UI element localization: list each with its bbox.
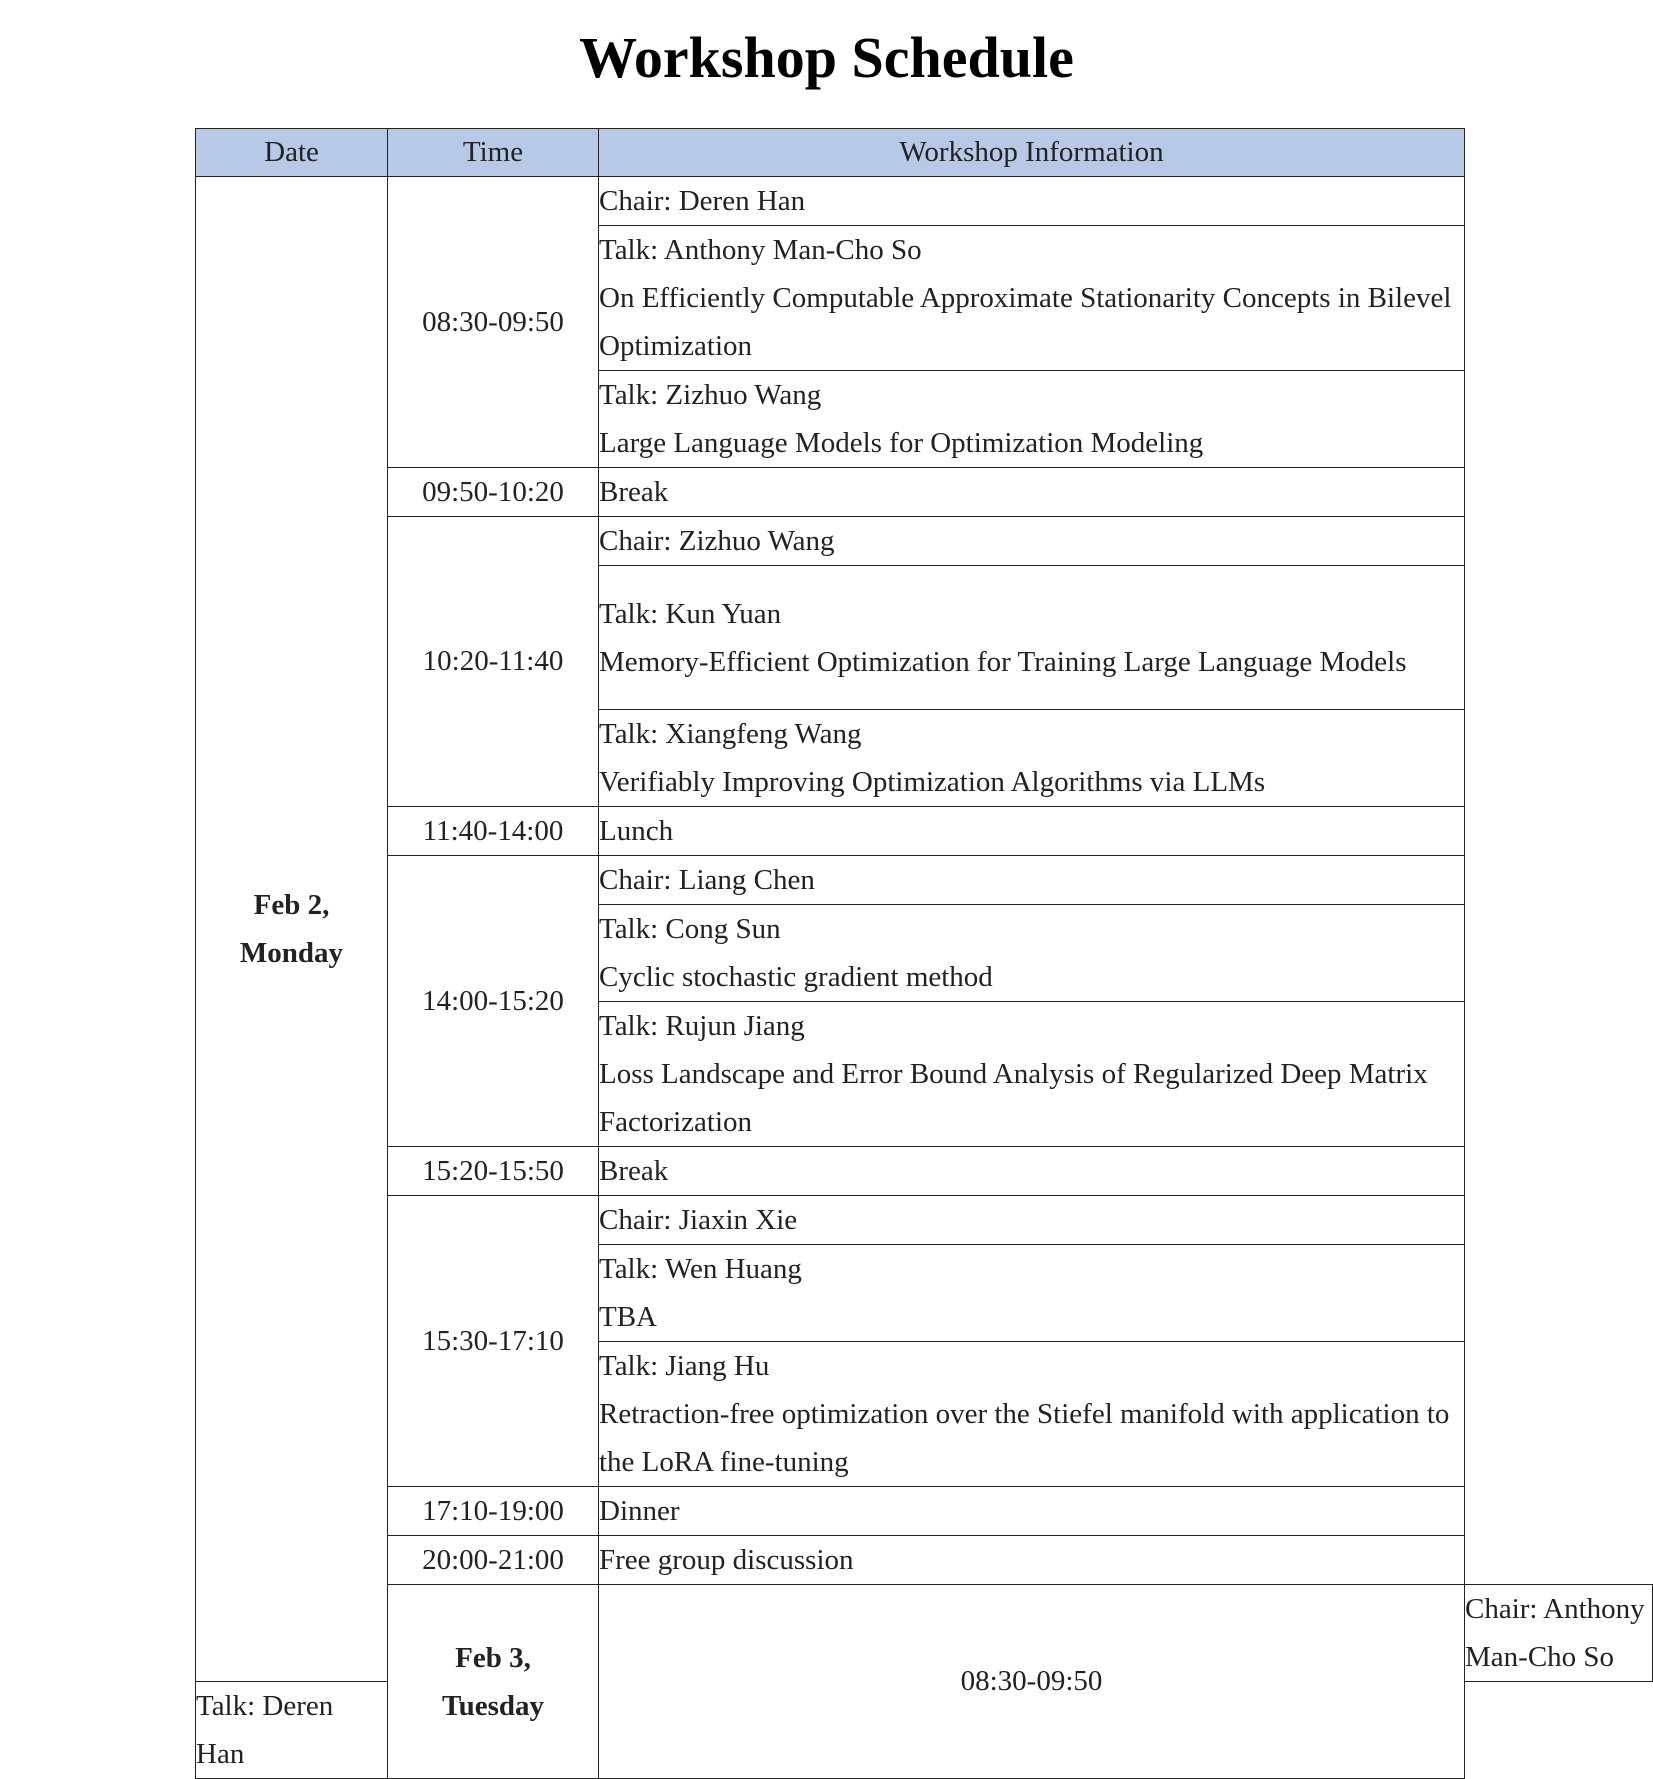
table-row [196,1196,1653,1245]
table-row [196,177,1653,226]
table-row [196,1147,1653,1196]
time-cell: 08:30-09:50 [599,1585,1465,1779]
talk-cell [599,905,1465,1002]
talk-speaker: Talk: Wen Huang [599,1253,802,1285]
page-title: Workshop Schedule [579,25,1074,90]
date-day1-line1: Feb 2, [253,889,330,921]
time-cell: 09:50-10:20 [388,468,599,517]
talk-title: Memory-Efficient Optimization for Training Large Language Models [599,645,1407,678]
talk-title: Cyclic stochastic gradient method [599,961,993,993]
talk-cell: Talk: Deren Han [196,1682,388,1779]
dinner-cell: Dinner [599,1487,1465,1536]
talk-title: On Efficiently Computable Approximate Stationarity Concepts in Bilevel Optimization [599,282,1452,362]
talk-title: Retraction-free optimization over the Stiefel manifold with application to the LoRA fine-tuning [599,1398,1450,1478]
talk-speaker: Talk: Cong Sun [599,913,781,945]
time-cell: 14:00-15:20 [388,856,599,1147]
chair-cell: Chair: Deren Han [599,177,1465,226]
talk-cell [599,710,1465,807]
discussion-cell: Free group discussion [599,1536,1465,1585]
table-row [196,517,1653,566]
talk-speaker: Talk: Rujun Jiang [599,1010,805,1042]
talk-speaker: Talk: Zizhuo Wang [599,379,822,411]
talk-cell [599,226,1465,371]
talk-cell [599,1245,1465,1342]
lunch-cell: Lunch [599,807,1465,856]
talk-title: Verifiably Improving Optimization Algorithms via LLMs [599,766,1266,798]
talk-title: Loss Landscape and Error Bound Analysis of Regularized Deep Matrix Factorization [599,1058,1428,1138]
chair-cell: Chair: Jiaxin Xie [599,1196,1465,1245]
chair-cell: Chair: Anthony Man-Cho So [1465,1585,1653,1682]
time-cell: 08:30-09:50 [388,177,599,468]
date-day2-line1: Feb 3, [455,1641,531,1674]
table-row [196,1585,1653,1682]
header-info: Workshop Information [599,129,1465,177]
talk-cell [599,566,1465,710]
schedule-table [195,128,1653,1779]
talk-speaker: Talk: Anthony Man-Cho So [599,234,922,266]
date-cell-day2 [388,1585,599,1779]
talk-title: TBA [599,1301,657,1333]
talk-speaker: Talk: Jiang Hu [599,1350,770,1382]
table-row [196,468,1653,517]
break-cell: Break [599,468,1465,517]
time-cell: 10:20-11:40 [388,517,599,807]
table-row [196,1487,1653,1536]
time-cell: 15:30-17:10 [388,1196,599,1487]
talk-speaker: Talk: Kun Yuan [599,597,782,630]
table-row [196,856,1653,905]
chair-cell: Chair: Zizhuo Wang [599,517,1465,566]
time-cell: 17:10-19:00 [388,1487,599,1536]
chair-cell: Chair: Liang Chen [599,856,1465,905]
talk-cell [599,371,1465,468]
header-time: Time [388,129,599,177]
time-cell: 20:00-21:00 [388,1536,599,1585]
talk-cell [599,1342,1465,1487]
date-day2-line2: Tuesday [441,1689,545,1722]
talk-title: Large Language Models for Optimization Modeling [599,427,1204,459]
header-date: Date [196,129,388,177]
talk-cell [599,1002,1465,1147]
table-row [196,1536,1653,1585]
time-cell: 15:20-15:50 [388,1147,599,1196]
date-cell-day1 [196,177,388,1682]
date-day1-line2: Monday [239,937,344,969]
talk-speaker: Talk: Xiangfeng Wang [599,718,862,750]
break-cell: Break [599,1147,1465,1196]
table-row [196,807,1653,856]
time-cell: 11:40-14:00 [388,807,599,856]
header-row [196,129,1653,177]
